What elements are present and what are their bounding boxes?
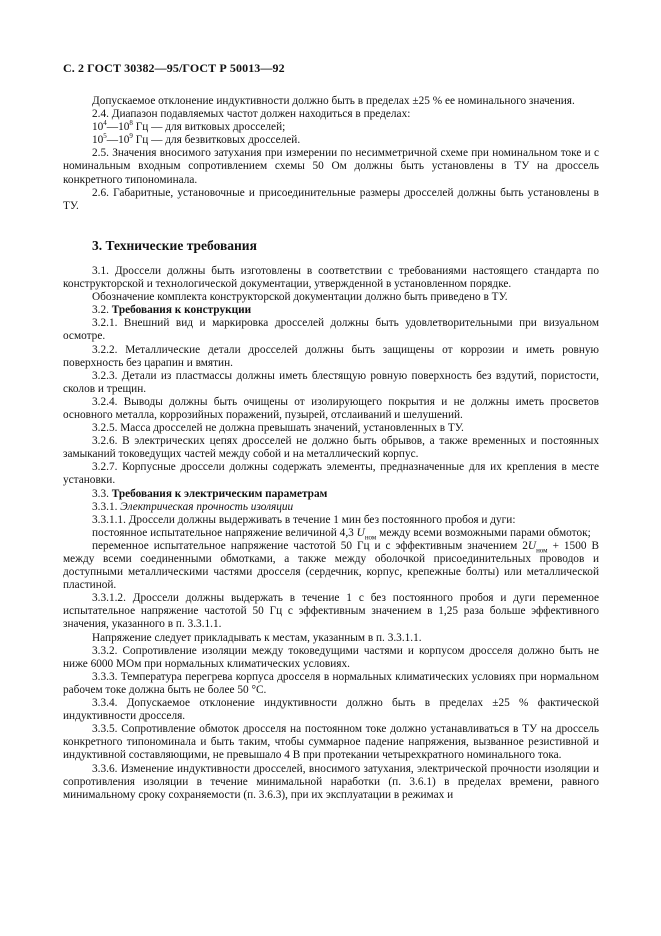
paragraph-3-3-1: 3.3.1. Электрическая прочность изоляции bbox=[92, 500, 294, 513]
page-header: С. 2 ГОСТ 30382—95/ГОСТ Р 50013—92 bbox=[63, 61, 285, 75]
paragraph-3-3-4: 3.3.4. Допускаемое отклонение индуктивности должно быть в пределах ±25 % фактической индуктивности дросселя. bbox=[63, 697, 599, 723]
paragraph-inductance-tolerance: Допускаемое отклонение индуктивности должно быть в пределах ±25 % ее номинального значения. bbox=[92, 95, 575, 107]
paragraph-3-3-1-1: 3.3.1.1. Дроссели должны выдерживать в течение 1 мин без постоянного пробоя и дуги: bbox=[92, 513, 516, 526]
paragraph-3-1-b: Обозначение комплекта конструкторской документации должно быть приведено в ТУ. bbox=[92, 291, 508, 304]
paragraph-3-2-4: 3.2.4. Выводы должны быть очищены от изолирующего покрытия и не должны иметь просветов основного металла, коррозийных поражений, пузырей, отслаиваний и шелушений. bbox=[63, 395, 599, 421]
section-title: 3. Технические требования bbox=[92, 237, 257, 253]
paragraph-3-1: 3.1. Дроссели должны быть изготовлены в соответствии с требованиями настоящего стандарта по конструкторской и технологической документации, утвержденной в установленном порядке. bbox=[63, 264, 599, 291]
document-body bbox=[63, 95, 599, 802]
paragraph-3-3-1-2-b: Напряжение следует прикладывать к местам, указанным в п. 3.3.1.1. bbox=[92, 631, 422, 644]
paragraph-ac-voltage: переменное испытательное напряжение частотой 50 Гц и с эффективным значением $2U_{ном} + 1500$ В между всеми соединенными обмотками, а также между оболочкой присоединительных проводов и доступными металлическими частями дросселя (сердечник, корпус, крепежные болты) или металлической пластиной. bbox=[63, 539, 599, 592]
paragraph-3-2-7: 3.2.7. Корпусные дроссели должны содержать элементы, предназначенные для их крепления в месте установки. bbox=[63, 461, 599, 487]
paragraph-2-6: 2.6. Габаритные, установочные и присоединительные размеры дросселей должны быть установлены в ТУ. bbox=[63, 186, 599, 212]
paragraph-3-2: 3.2. Требования к конструкции bbox=[92, 304, 252, 317]
paragraph-3-2-1: 3.2.1. Внешний вид и маркировка дросселей должны быть удовлетворительными при визуальном осмотре. bbox=[63, 317, 599, 343]
paragraph-2-4-wound: $10^4—10^8$ Гц — для витковых дросселей; bbox=[92, 119, 286, 134]
paragraph-3-3-2: 3.3.2. Сопротивление изоляции между токоведущими частями и корпусом дросселя должно быть не ниже 6000 МОм при нормальных климатических условиях. bbox=[63, 644, 599, 670]
paragraph-2-4-unwound: $10^5—10^9$ Гц — для безвитковых дросселей. bbox=[92, 132, 301, 147]
paragraph-3-3-5: 3.3.5. Сопротивление обмоток дросселя на постоянном токе должно устанавливаться в ТУ на дроссель конкретного типономинала и быть таким, чтобы суммарное падение напряжения, вызванное резистивной и индуктивной составляющими, не превышало 4 В при протекании четырехкратного номинального тока. bbox=[63, 723, 599, 762]
paragraph-3-2-2: 3.2.2. Металлические детали дросселей должны быть защищены от коррозии и иметь ровную поверхность без царапин и вмятин. bbox=[63, 343, 599, 369]
paragraph-3-3: 3.3. Требования к электрическим параметрам bbox=[92, 487, 328, 500]
paragraph-2-4: 2.4. Диапазон подавляемых частот должен находиться в пределах: bbox=[92, 108, 411, 121]
paragraph-3-2-3: 3.2.3. Детали из пластмассы должны иметь блестящую ровную поверхность без вздутий, пористости, сколов и трещин. bbox=[63, 369, 599, 395]
paragraph-2-5: 2.5. Значения вносимого затухания при измерении по несимметричной схеме при номинальном токе и с номинальным входным сопротивлением схемы 50 Ом должны быть установлены в ТУ на дроссель конкретного типономинала. bbox=[63, 147, 599, 186]
paragraph-3-3-6: 3.3.6. Изменение индуктивности дросселей, вносимого затухания, электрической прочности изоляции и сопротивления изоляции в течение минимальной наработки (п. 3.6.1) в пределах времени, равного минимальному сроку сохраняемости (п. 3.6.3), при их эксплуатации в режимах и bbox=[63, 762, 599, 801]
paragraph-dc-voltage: постоянное испытательное напряжение величиной 4,3 $U_{ном}$ между всеми возможными парами обмоток; bbox=[92, 526, 591, 542]
paragraph-3-2-6: 3.2.6. В электрических цепях дросселей не должно быть обрывов, а также временных и постоянных замыканий токоведущих частей между собой и на металлический корпус. bbox=[63, 435, 599, 461]
paragraph-3-3-1-2: 3.3.1.2. Дроссели должны выдержать в течение 1 с без постоянного пробоя и дуги переменное испытательное напряжение частотой 50 Гц с эффективным значением в 1,25 раза больше эффективного значения, указанного в п. 3.3.1.1. bbox=[63, 592, 599, 631]
paragraph-3-2-5: 3.2.5. Масса дросселей не должна превышать значений, установленных в ТУ. bbox=[92, 422, 464, 435]
paragraph-3-3-3: 3.3.3. Температура перегрева корпуса дросселя в нормальных климатических условиях при нормальном рабочем токе должна быть не более 50 °С. bbox=[63, 670, 599, 696]
